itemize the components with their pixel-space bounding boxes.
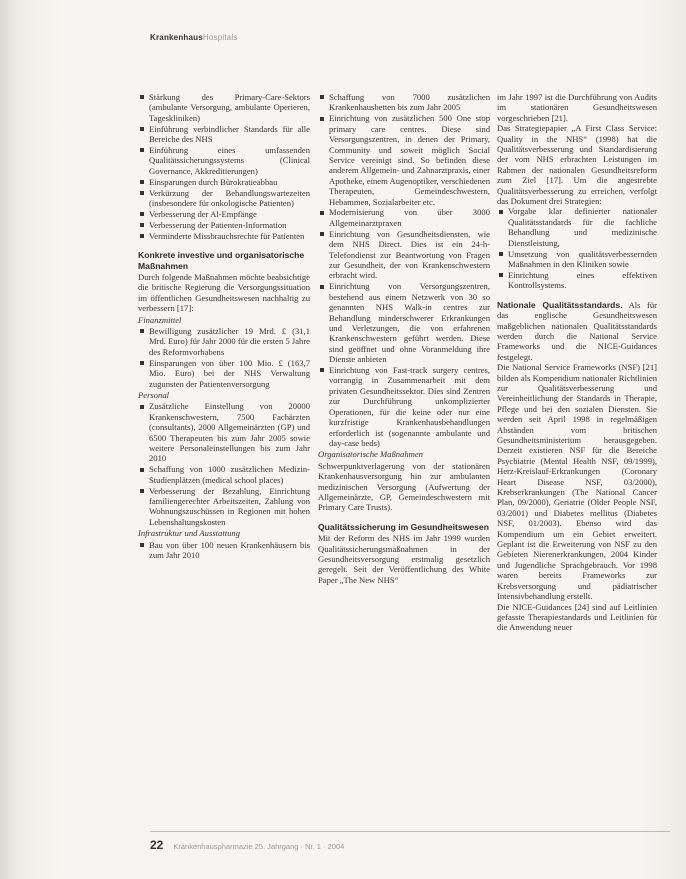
list-item: Bau von über 100 neuen Krankenhäusern bis zum Jahr 2010 — [138, 540, 310, 561]
runin-heading: Nationale Qualitätsstandards. — [497, 299, 623, 310]
list-item: Vorgabe klar definierter nationaler Qualitätsstandards für die fachliche Behandlung und medizinische Dienstleistung, — [497, 206, 657, 248]
footer-rule — [150, 831, 670, 832]
bullet-list — [138, 92, 310, 241]
list-item: Einsparungen von über 100 Mio. £ (163,7 Mio. Euro) bei der NHS Verwaltung zugunsten der Patientenversorgung — [138, 358, 310, 389]
paragraph: Die NICE-Guidances [24] sind auf Leitlinien gefasste Therapiestandards und Leitlinien für die Anwendung neuer — [497, 601, 657, 633]
list-item: Zusätzliche Einstellung von 20000 Krankenschwestern, 7500 Fachärzten (consultants), 2000 Allgemeinärzten (GP) und 6500 Therapeuten bis zum Jahr 2005 sowie weitere Personaleinstellungen bis zum Jahr 2010 — [138, 401, 310, 463]
column-2 — [318, 92, 490, 585]
bullet-list — [138, 540, 310, 561]
list-item: Verbesserung der Bezahlung, Einrichtung familiengerechter Arbeitszeiten, Zahlung von Wohnungszuschüssen in Regionen mit hohen Lebenshaltungskosten — [138, 486, 310, 528]
list-item: Einführung verbindlicher Standards für alle Bereiche des NHS — [138, 124, 310, 145]
bullet-list — [138, 326, 310, 389]
column-1 — [138, 92, 310, 561]
paragraph-text: Als für das englische Gesundheitswesen maßgeblichen nationalen Qualitätsstandards werden durch die National Service Frameworks und die NICE-Guidances festgelegt. — [497, 299, 657, 362]
list-item: Verminderte Missbrauchsrechte für Patienten — [138, 231, 310, 241]
page-number: 22 — [150, 838, 164, 852]
column-3 — [497, 92, 657, 633]
header-section: Krankenhaus — [150, 33, 203, 42]
list-item: Umsetzung von qualitätsverbessernden Maßnahmen in den Kliniken sowie — [497, 249, 657, 270]
list-item: Verkürzung der Behandlungswartezeiten (insbesondere für onkologische Patienten) — [138, 188, 310, 209]
paragraph: Mit der Reform des NHS im Jahr 1999 wurden Qualitätssicherungsmaßnahmen in der Gesundheitsversorgung erstmalig gesetzlich geregelt. Seit der Veröffentlichung des White Paper „The New NHS“ — [318, 533, 490, 585]
bullet-list — [138, 401, 310, 527]
paragraph: Schwerpunktverlagerung von der stationären Krankenhausversorgung hin zur ambulanten medizinischen Versorgung (Aufwertung der Allgemeinärzte, GP, Gemeindeschwestern mit Primary Care Trusts). — [318, 460, 490, 513]
subheading: Organisatorische Maßnahmen — [318, 449, 423, 460]
running-header — [150, 33, 238, 42]
subheading: Finanzmittel — [138, 314, 182, 325]
subheading: Personal — [138, 389, 170, 400]
list-item: Verbesserung der Al-Empfänge — [138, 209, 310, 219]
list-item: Einrichtung eines effektiven Kontrollsystems. — [497, 270, 657, 291]
list-item: Einrichtung von Fast-track surgery centres, vorrangig in Zusammenarbeit mit dem privaten Gesundheitssektor. Dies sind Zentren zur Durchführung unkomplizierter Operationen, für die keine oder nur eine kurzfristige Krankenhausbehandlungen erforderlich ist (sogenannte ambulante und day-case beds) — [318, 365, 490, 448]
list-item: Einrichtung von Versorgungszentren, bestehend aus einem Netzwerk von 30 so genannten NHS Walk-in centres zur Behandlung minderschwerer Erkrankungen und Verletzungen, die von erfahrenen Krankenschwestern geführt werden. Diese sind geöffnet und ohne Voranmeldung ihre Dienste anbieten — [318, 281, 490, 364]
bullet-list — [497, 206, 657, 290]
list-item: Schaffung von 1000 zusätzlichen Medizin-Studienplätzen (medical school places) — [138, 464, 310, 485]
section-heading: Konkrete investive und organisatorische Maßnahmen — [138, 250, 305, 271]
paragraph: Das Strategiepapier „A First Class Service: Quality in the NHS“ (1998) hat die Qualitätsverbesserung und Standardisierung der vom NHS erbrachten Leistungen im Rahmen der nationalen Gesundheitsreform zum Ziel [17]. Um die angestrebte Qualitätsverbesserung zu erreichen, verfolgt das Dokument drei Strategien: — [497, 123, 657, 207]
list-item: Verbesserung der Patienten-Information — [138, 220, 310, 230]
journal-info: Krankenhauspharmazie 25. Jahrgang · Nr. 1 · 2004 — [173, 842, 345, 851]
list-item: Einrichtung von zusätzlichen 500 One stop primary care centres. Diese sind Versorgungszentren, in denen der Primary, Community und soweit möglich Social Service vereinigt sind. So befinden diese anderem Allgemein- und Zahnarztpraxis, einer Apotheke, einem Augenoptiker, verschiedenen Therapeuten, Gemeindeschwestern, Hebammen, Sozialarbeiter etc. — [318, 113, 490, 207]
list-item: Einsparungen durch Bürokratieabbau — [138, 177, 310, 187]
list-item: Stärkung des Primary-Care-Sektors (ambulante Versorgung, ambulante Operieren, Tageskliniken) — [138, 92, 310, 123]
section-heading: Qualitätssicherung im Gesundheitswesen — [318, 521, 489, 532]
list-item: Bewilligung zusätzlicher 19 Mrd. £ (31,1 Mrd. Euro) für Jahr 2000 für die ersten 5 Jahre des Reformvorhabens — [138, 326, 310, 357]
bullet-list — [318, 92, 490, 448]
paragraph: Durch folgende Maßnahmen möchte beabsichtige die britische Regierung die Versorgungssituation im öffentlichen Gesundheitswesen nachhaltig zu verbessern [17]: — [138, 272, 310, 314]
subheading: Infrastruktur und Ausstattung — [138, 528, 241, 539]
header-subsection: Hospitals — [202, 33, 238, 42]
paragraph: Die National Service Frameworks (NSF) [21] bilden als Kompendium nationaler Richtlinien zur Qualitätsverbesserung und Vereinheitlichung der Standards in Therapie, Pflege und bei den sozialen Diensten. Sie werden seit April 1998 in regelmäßigen Abständen vom britischen Gesundheitsministerium herausgegeben. Derzeit existieren NSF für die Bereiche Psychiatrie (Mental Health NSF, 09/1999), Herz-Kreislauf-Erkrankungen (Coronary Heart Disease NSF, 03/2000), Krebserkrankungen (The National Cancer Plan, 09/2000), Geriatrie (Older People NSF, 03/2001) und Diabetes mellitus (Diabetes NSF, 01/2003). Ebenso wird das Kompendium um ein Gebiet erweitert. Geplant ist die Erweiterung von NSF zu den Gebieten Nierenerkrankungen, 2004 Kinder und Jugendliche Sprachgebrauch. Vor 1998 waren bereits Frameworks zur Krebsversorgung und pädiatrischer Intensivbehandlung erstellt. — [497, 362, 657, 602]
paragraph — [497, 300, 657, 362]
list-item: Einführung eines umfassenden Qualitätssicherungssystems (Clinical Governance, Akkreditierungen) — [138, 145, 310, 176]
page-footer — [150, 838, 670, 852]
list-item: Einrichtung von Gesundheitsdiensten, wie dem NHS Direct. Dies ist ein 24-h-Telefondienst zur Beantwortung von Fragen zur Gesundheit, der von Krankenschwestern erbracht wird. — [318, 229, 490, 281]
paragraph: im Jahr 1997 ist die Durchführung von Audits im stationären Gesundheitswesen vorgeschrieben [21]. — [497, 92, 657, 123]
list-item: Modernisierung von über 3000 Allgemeinarztpraxen — [318, 207, 490, 228]
list-item: Schaffung von 7000 zusätzlichen Krankenhausbetten bis zum Jahr 2005 — [318, 92, 490, 113]
